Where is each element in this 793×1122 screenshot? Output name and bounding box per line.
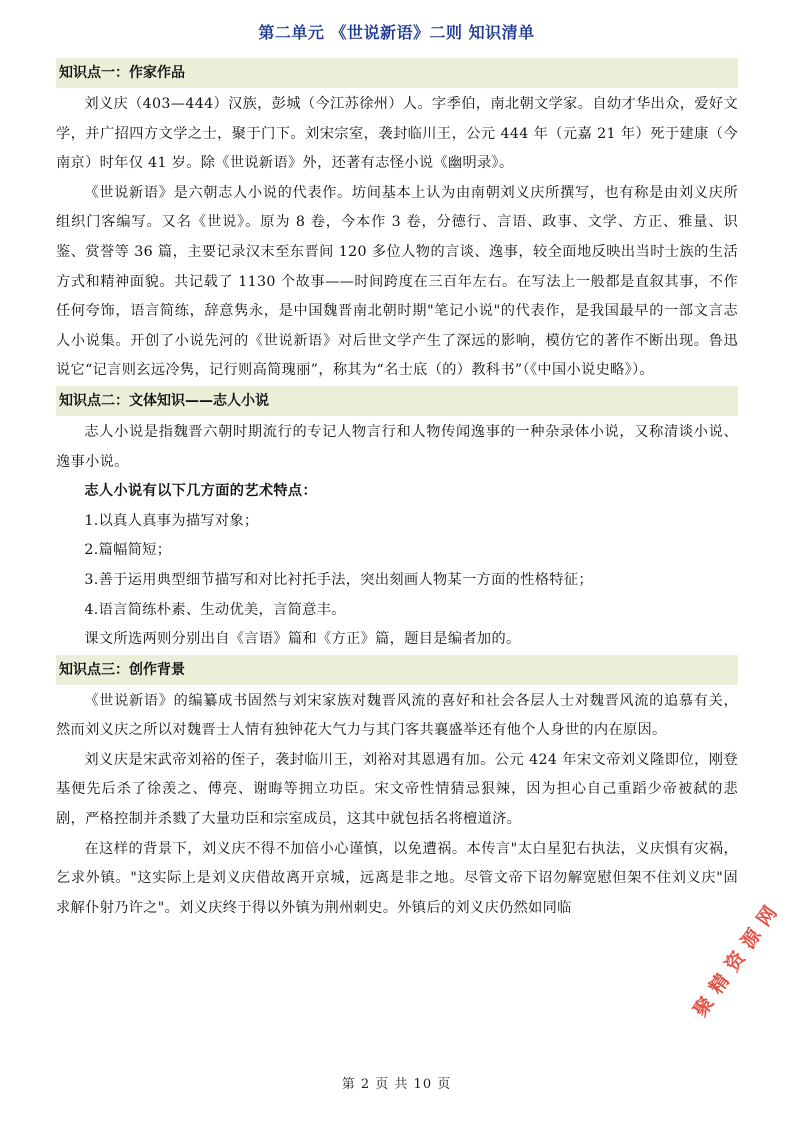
list-item: 1.以真人真事为描写对象； [84, 512, 259, 529]
list-item: 3.善于运用典型细节描写和对比衬托手法，突出刻画人物某一方面的性格特征； [84, 571, 593, 588]
list-item: 2.篇幅简短； [84, 542, 172, 559]
watermark-logo: 聚 精 资 源 网 [689, 901, 783, 1021]
paragraph-book-intro: 《世说新语》是六朝志人小说的代表作。坊间基本上认为由南朝刘义庆所撰写，也有称是由刘义庆所组织门客编写。又名《世说》。原为 8 卷，今本作 3 卷，分德行、言语、政事、文学、方正、雅量、识鉴、赏誉等 36 篇，主要记录汉末至东晋间 120 多位人物的言谈、逸事，较全面地反映出当时士族的生活方式和精神面貌。共记载了 1130 个故事——时间跨度在三百年左右。在写法上一般都是直叙其事，不作任何夸饰，语言简练，辞意隽永，是中国魏晋南北朝时期"笔记小说"的代表作，是我国最早的一部文言志人小说集。开创了小说先河的《世说新语》对后世文学产生了深远的影响，模仿它的著作不断出现。鲁迅说它“记言则玄远冷隽，记行则高简瑰丽”，称其为“名士底（的）教科书”（《中国小说史略》）。 [56, 184, 738, 379]
paragraph-author-bio: 刘义庆（403—444）汉族，彭城（今江苏徐州）人。字季伯，南北朝文学家。自幼才华出众，爱好文学，并广招四方文学之士，聚于门下。刘宋宗室，袭封临川王，公元 444 年（元嘉 21 年）死于建康（今南京）时年仅 41 岁。除《世说新语》外，还著有志怪小说《幽明录》。 [56, 96, 738, 172]
list-item: 4.语言简练朴素、生动优美，言简意丰。 [84, 601, 346, 618]
features-subheading: 志人小说有以下几方面的艺术特点： [84, 483, 317, 500]
page-title: 第二单元 《世说新语》二则 知识清单 [258, 23, 535, 42]
paragraph-background-1: 《世说新语》的编纂成书固然与刘宋家族对魏晋风流的喜好和社会各层人士对魏晋风流的追慕有关，然而刘义庆之所以对魏晋士人情有独钟花大气力与其门客共襄盛举还有他个人身世的内在原因。 [56, 692, 738, 739]
paragraph-genre-definition: 志人小说是指魏晋六朝时期流行的专记人物言行和人物传闻逸事的一种杂录体小说，又称清谈小说、逸事小说。 [56, 423, 738, 470]
page-footer: 第 2 页 共 10 页 [341, 1077, 452, 1092]
paragraph-background-2: 刘义庆是宋武帝刘裕的侄子，袭封临川王，刘裕对其恩遇有加。公元 424 年宋文帝刘义隆即位，刚登基便先后杀了徐羡之、傅亮、谢晦等拥立功臣。宋文帝性情猜忌狠辣，因为担心自己重蹈少帝被弑的悲剧，严格控制并杀戮了大量功臣和宗室成员，这其中就包括名将檀道济。 [56, 751, 738, 828]
document-body [56, 58, 738, 923]
section-heading-background: 知识点三：创作背景 [56, 655, 738, 685]
paragraph-background-3: 在这样的背景下，刘义庆不得不加倍小心谨慎，以免遭祸。本传言"太白星犯右执法，义庆惧有灾祸，乞求外镇。"这实际上是刘义庆借故离开京城，远离是非之地。尽管文帝下诏勿解宽慰但架不住刘义庆"固求解仆射乃许之"。刘义庆终于得以外镇为荆州刺史。外镇后的刘义庆仍然如同临 [56, 840, 738, 916]
section-heading-genre: 知识点二：文体知识——志人小说 [56, 386, 738, 416]
section-heading-author-works: 知识点一：作家作品 [56, 58, 738, 88]
paragraph-source-note: 课文所选两则分别出自《言语》篇和《方正》篇，题目是编者加的。 [84, 631, 521, 648]
